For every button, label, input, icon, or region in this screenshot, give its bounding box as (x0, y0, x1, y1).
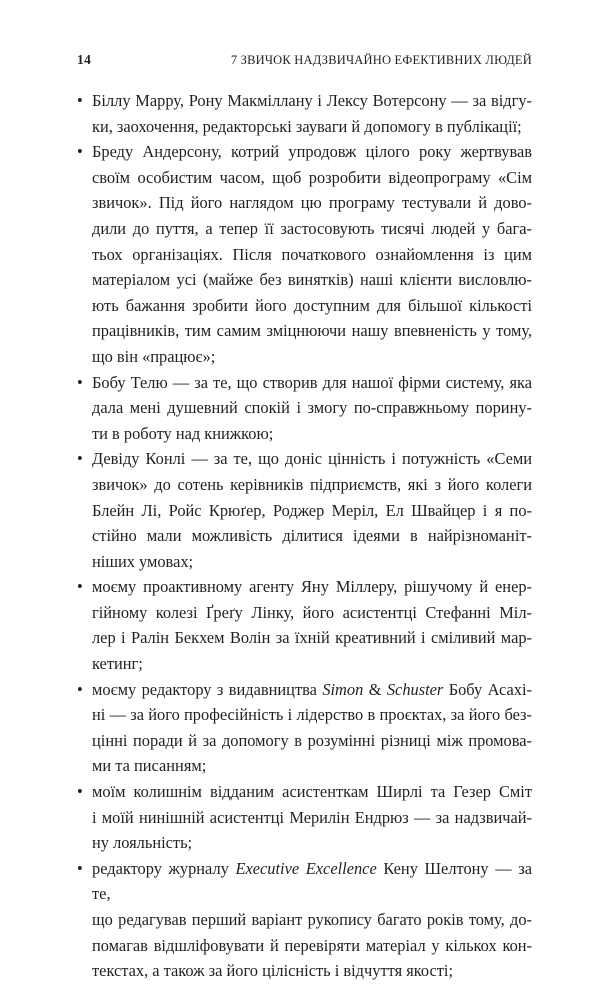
text-line (92, 242, 532, 268)
line-text: і моїй нинішній асистентці Мерилін Ендрюз — за надзвичай- (92, 807, 532, 827)
line-text: моєму редактору з видавництва (92, 679, 323, 699)
text-line (92, 370, 532, 396)
text-line (92, 216, 532, 242)
text-line (92, 190, 532, 216)
line-text: ки, заохочення, редакторські зауваги й допомогу в публікації; (92, 116, 522, 136)
bullet-icon: • (77, 679, 83, 699)
line-text: дала мені душевний спокій і змогу по-справжньому порину- (92, 398, 532, 418)
line-text: Девіду Конлі — за те, що доніс цінність і потужність «Семи (92, 449, 532, 469)
line-text: звичок». Під його наглядом цю програму тестували й дово- (92, 193, 532, 213)
line-text: & (363, 679, 387, 699)
text-line (92, 625, 532, 651)
text-line (92, 165, 532, 191)
text-line (92, 779, 532, 805)
text-line (92, 523, 532, 549)
bullet-icon: • (77, 858, 83, 878)
line-text: що він «працює»; (92, 346, 216, 366)
text-line (92, 958, 532, 984)
text-line (92, 88, 532, 114)
text-line (92, 472, 532, 498)
list-item (77, 446, 532, 574)
line-text: моїм колишнім відданим асистенткам Ширлі та Гезер Сміт (92, 782, 532, 802)
text-line (92, 421, 532, 447)
line-text: Бобу Телю — за те, що створив для нашої фірми систему, яка (92, 372, 532, 392)
list-item (77, 370, 532, 447)
text-line (92, 498, 532, 524)
line-text: цінні поради й за допомогу в розумінні різниці між промова- (92, 730, 532, 750)
text-line (92, 600, 532, 626)
line-text: моєму проактивному агенту Яну Міллеру, рішучому й енер- (92, 577, 532, 597)
line-text: ють бажання зробити його доступним для більшої кількості (92, 295, 532, 315)
text-line (92, 114, 532, 140)
bullet-icon: • (77, 449, 83, 469)
text-line (92, 677, 532, 703)
line-text: працівників, тим самим зміцнюючи нашу впевненість у тому, (92, 321, 532, 341)
line-text: текстах, а також за його цілісність і відчуття якості; (92, 961, 454, 981)
list-item (77, 779, 532, 856)
text-line (92, 139, 532, 165)
line-text: своїм особистим часом, щоб розробити відеопрограму «Сім (92, 167, 532, 187)
bullet-icon: • (77, 372, 83, 392)
italic-text: Schuster (386, 679, 444, 699)
line-text: ні — за його професійність і лідерство в проєктах, за його без- (92, 705, 532, 725)
line-text: ніших умовах; (92, 551, 194, 571)
line-text: що редагував перший варіант рукопису багато років тому, до- (92, 910, 532, 929)
text-line (92, 702, 532, 728)
italic-text: Executive Excellence (235, 858, 377, 878)
acknowledgements-list (77, 88, 532, 984)
line-text: лер і Ралін Бекхем Волін за їхній креативний і сміливий мар- (92, 628, 532, 648)
line-text: матеріалом усі (майже без винятків) наші клієнти висловлю- (92, 270, 532, 290)
text-line (92, 549, 532, 575)
italic-text: Simon (322, 679, 364, 699)
text-line (92, 907, 532, 933)
text-line (92, 318, 532, 344)
line-text: помагав відшліфовувати й перевіряти матеріал у кількох кон- (92, 935, 532, 955)
bullet-icon: • (77, 577, 83, 597)
line-text: редактору журналу (92, 858, 236, 878)
text-line (92, 446, 532, 472)
bullet-icon: • (77, 782, 83, 802)
text-line (92, 395, 532, 421)
line-text: Блейн Лі, Ройс Крюґер, Роджер Меріл, Ел Швайцер і я по- (92, 500, 532, 520)
line-text: дили до пуття, а тепер її застосовують тисячі людей у бага- (92, 218, 532, 238)
text-line (92, 344, 532, 370)
line-text: Бреду Андерсону, котрий упродовж цілого року жертвував (92, 142, 532, 162)
text-line (92, 753, 532, 779)
bullet-icon: • (77, 91, 83, 110)
text-line (92, 293, 532, 319)
line-text: ну лояльність; (92, 833, 193, 853)
text-line (92, 805, 532, 831)
page-number: 14 (77, 52, 92, 67)
text-line (92, 267, 532, 293)
line-text: Бобу Асахі- (443, 679, 532, 699)
line-text: гійному колезі Ґреґу Лінку, його асистентці Стефанні Міл- (92, 602, 532, 622)
list-item (77, 677, 532, 779)
text-line (92, 830, 532, 856)
list-item (77, 88, 532, 139)
list-item (77, 139, 532, 369)
line-text: тьох організаціях. Після початкового ознайомлення із цим (92, 244, 532, 264)
line-text: звичок» до сотень керівників підприємств, які з його колеги (92, 474, 532, 494)
text-line (92, 728, 532, 754)
line-text: Біллу Марру, Рону Макміллану і Лексу Вотерсону — за відгу- (92, 91, 532, 110)
line-text: стійно мали можливість ділитися ідеями в найрізноманіт- (92, 526, 532, 546)
text-line (92, 933, 532, 959)
bullet-icon: • (77, 142, 83, 162)
line-text: ти в роботу над книжкою; (92, 423, 274, 443)
running-title: 7 ЗВИЧОК НАДЗВИЧАЙНО ЕФЕКТИВНИХ ЛЮДЕЙ (230, 53, 532, 67)
text-line (92, 856, 532, 907)
page-header (77, 52, 532, 68)
line-text: кетинг; (92, 654, 143, 674)
text-line (92, 574, 532, 600)
text-line (92, 651, 532, 677)
list-item (77, 856, 532, 984)
line-text: Кену Шелтону — за те, (92, 858, 532, 904)
line-text: ми та писанням; (92, 756, 207, 776)
list-item (77, 574, 532, 676)
